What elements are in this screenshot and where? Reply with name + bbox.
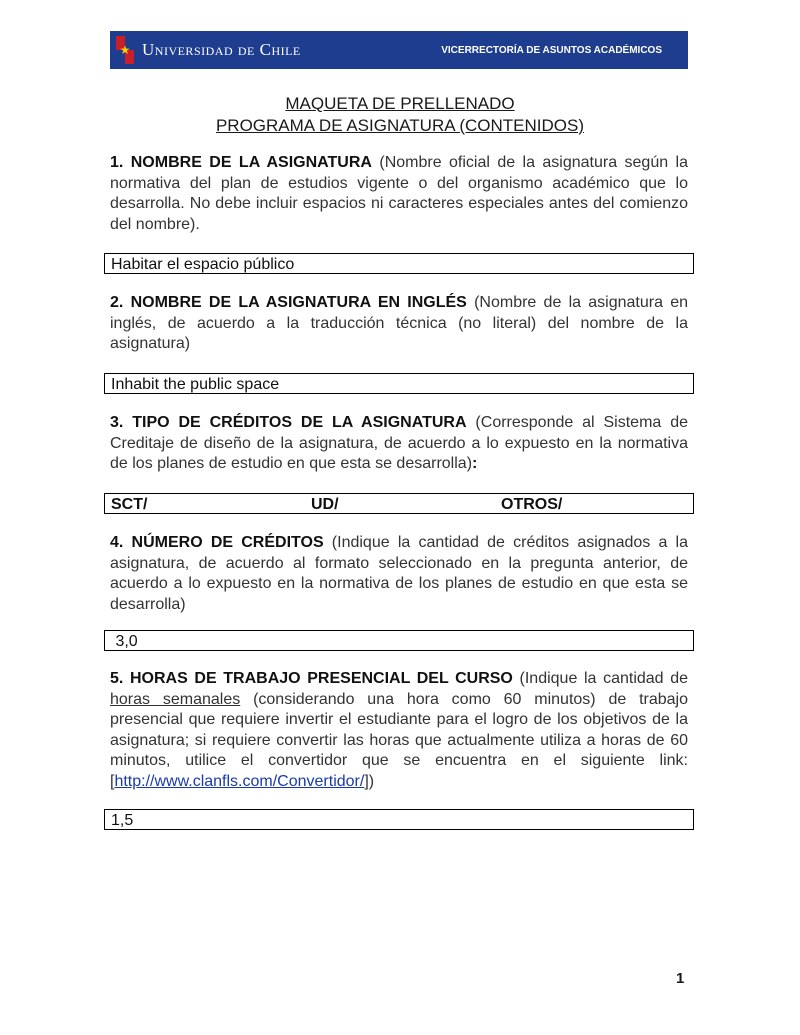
- weekly-hours-emphasis: horas semanales: [110, 690, 241, 708]
- university-logo: [116, 36, 134, 64]
- section-5-text-b: (considerando una hora como 60 minutos) de trabajo presencial que requiere invertir el estudiante para el logro de los objetivos de la asignatura; si requiere convertir las horas que actualmente utiliza a horas de 60 minutos, utilice el convertidor que se encuentra en el siguiente link: [: [110, 690, 689, 790]
- section-5-text-c: ]): [364, 772, 375, 790]
- section-2-heading: 2. NOMBRE DE LA ASIGNATURA EN INGLÉS: [110, 294, 467, 311]
- document-title-line1: MAQUETA DE PRELLENADO: [285, 94, 515, 113]
- section-5-heading: 5. HORAS DE TRABAJO PRESENCIAL DEL CURSO: [110, 670, 513, 687]
- section-2-text: (Nombre de la asignatura en inglés, de acuerdo a la traducción técnica (no literal) del nombre de la asignatura): [110, 294, 688, 352]
- credit-count-field[interactable]: 3,0: [104, 630, 694, 651]
- document-title-line2: PROGRAMA DE ASIGNATURA (CONTENIDOS): [215, 116, 585, 135]
- section-1-heading: 1. NOMBRE DE LA ASIGNATURA: [110, 154, 372, 171]
- presential-hours-field[interactable]: 1,5: [104, 809, 694, 830]
- section-3-colon: :: [472, 455, 478, 472]
- section-2-description: [110, 293, 688, 355]
- section-5-description: [110, 669, 688, 792]
- credit-option-otros[interactable]: OTROS/: [501, 496, 563, 513]
- header-banner: [110, 31, 688, 69]
- page-number: 1: [676, 970, 685, 987]
- section-1-text: (Nombre oficial de la asignatura según la normativa del plan de estudios vigente o del organismo académico que lo desarrolla. No debe incluir espacios ni caracteres especiales antes del comienzo del nombre).: [110, 154, 688, 233]
- star-icon: ★: [119, 43, 131, 57]
- section-4-description: [110, 533, 688, 615]
- university-name: Universidad de Chile: [142, 40, 301, 59]
- course-name-field[interactable]: Habitar el espacio público: [104, 253, 694, 274]
- credit-type-field[interactable]: [104, 493, 694, 514]
- section-1-description: [110, 153, 688, 235]
- converter-link[interactable]: http://www.clanfls.com/Convertidor/: [114, 772, 365, 790]
- credit-option-sct[interactable]: SCT/: [111, 496, 148, 513]
- office-name: VICERRECTORÍA DE ASUNTOS ACADÉMICOS: [441, 44, 662, 56]
- section-4-text: (Indique la cantidad de créditos asignados a la asignatura, de acuerdo al formato seleccionado en la pregunta anterior, de acuerdo a lo expuesto en la normativa de los planes de estudio en que esta se desarrolla): [110, 534, 688, 613]
- course-name-english-field[interactable]: Inhabit the public space: [104, 373, 694, 394]
- credit-option-ud[interactable]: UD/: [311, 496, 339, 513]
- section-5-text-a: (Indique la cantidad de: [512, 670, 689, 687]
- section-3-description: [110, 413, 688, 475]
- section-4-heading: 4. NÚMERO DE CRÉDITOS: [110, 534, 324, 551]
- section-3-heading: 3. TIPO DE CRÉDITOS DE LA ASIGNATURA: [110, 414, 467, 431]
- section-3-text: (Corresponde al Sistema de Creditaje de diseño de la asignatura, de acuerdo a lo expuesto en la normativa de los planes de estudio en que esta se desarrolla): [110, 414, 688, 472]
